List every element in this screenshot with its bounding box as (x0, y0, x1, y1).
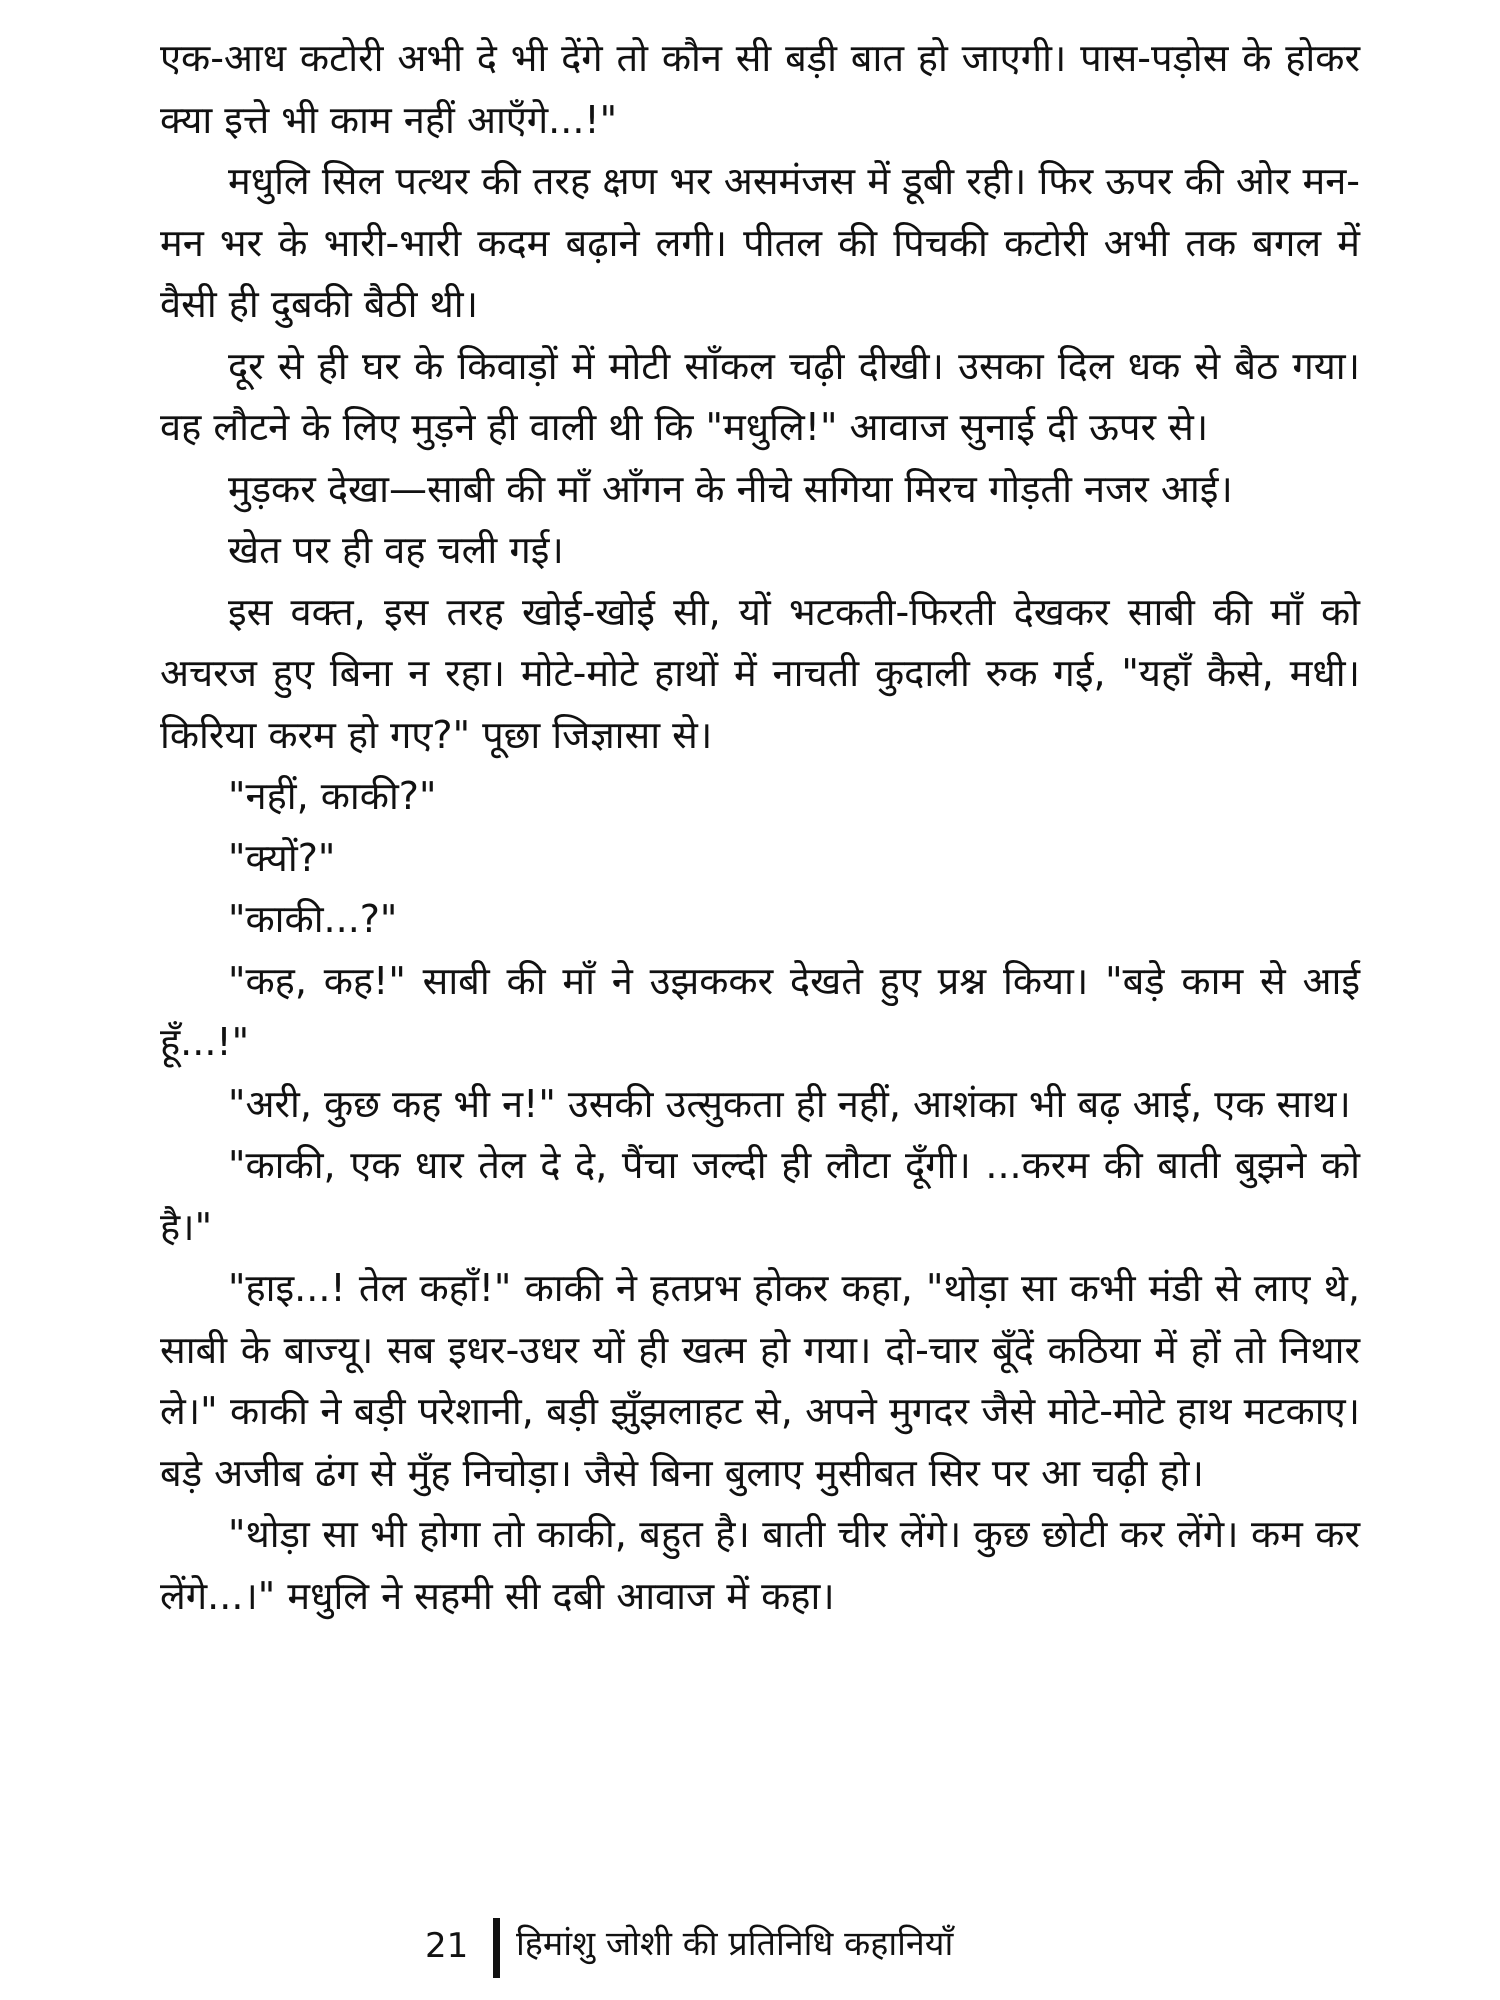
page-number: 21 (425, 1926, 469, 1966)
paragraph-1: एक-आध कटोरी अभी दे भी देंगे तो कौन सी बड़ी बात हो जाएगी। पास-पड़ोस के होकर क्या इत्ते भी काम नहीं आएँगे...!" (160, 36, 1360, 142)
book-title: हिमांशु जोशी की प्रतिनिधि कहानियाँ (516, 1924, 954, 1964)
paragraph-11: "अरी, कुछ कह भी न!" उसकी उत्सुकता ही नहीं, आशंका भी बढ़ आई, एक साथ। (228, 1081, 1351, 1126)
paragraph-7: "नहीं, काकी?" (228, 774, 437, 818)
paragraph-6: इस वक्त, इस तरह खोई-खोई सी, यों भटकती-फिरती देखकर साबी की माँ को अचरज हुए बिना न रहा। मोटे-मोटे हाथों में नाचती कुदाली रुक गई, "यहाँ कैसे, मधी। किरिया करम हो गए?" पूछा जिज्ञासा से। (160, 589, 1360, 757)
paragraph-12: "काकी, एक धार तेल दे दे, पैंचा जल्दी ही लौटा दूँगी। ...करम की बाती बुझने को है।" (160, 1143, 1360, 1249)
story-text (160, 28, 1360, 1627)
paragraph-5: खेत पर ही वह चली गई। (228, 528, 564, 572)
paragraph-3: दूर से ही घर के किवाड़ों में मोटी साँकल चढ़ी दीखी। उसका दिल धक से बैठ गया। वह लौटने के लिए मुड़ने ही वाली थी कि "मधुलि!" आवाज सुनाई दी ऊपर से। (160, 343, 1360, 449)
paragraph-2: मधुलि सिल पत्थर की तरह क्षण भर असमंजस में डूबी रही। फिर ऊपर की ओर मन-मन भर के भारी-भारी कदम बढ़ाने लगी। पीतल की पिचकी कटोरी अभी तक बगल में वैसी ही दुबकी बैठी थी। (160, 159, 1361, 326)
paragraph-8: "क्यों?" (228, 835, 336, 880)
paragraph-4: मुड़कर देखा—साबी की माँ आँगन के नीचे सगिया मिरच गोड़ती नजर आई। (228, 466, 1233, 511)
footer-divider (493, 1918, 500, 1978)
paragraph-14: "थोड़ा सा भी होगा तो काकी, बहुत है। बाती चीर लेंगे। कुछ छोटी कर लेंगे। कम कर लेंगे...।" मधुलि ने सहमी सी दबी आवाज में कहा। (160, 1512, 1360, 1618)
paragraph-13: "हाइ...! तेल कहाँ!" काकी ने हतप्रभ होकर कहा, "थोड़ा सा कभी मंडी से लाए थे, साबी के बाज्यू। सब इधर-उधर यों ही खत्म हो गया। दो-चार बूँदें कठिया में हों तो निथार ले।" काकी ने बड़ी परेशानी, बड़ी झुँझलाहट से, अपने मुगदर जैसे मोटे-मोटे हाथ मटकाए। बड़े अजीब ढंग से मुँह निचोड़ा। जैसे बिना बुलाए मुसीबत सिर पर आ चढ़ी हो। (160, 1266, 1360, 1495)
paragraph-10: "कह, कह!" साबी की माँ ने उझककर देखते हुए प्रश्न किया। "बड़े काम से आई हूँ...!" (160, 958, 1360, 1064)
page-footer (0, 1918, 1500, 1982)
paragraph-9: "काकी...?" (228, 897, 398, 941)
